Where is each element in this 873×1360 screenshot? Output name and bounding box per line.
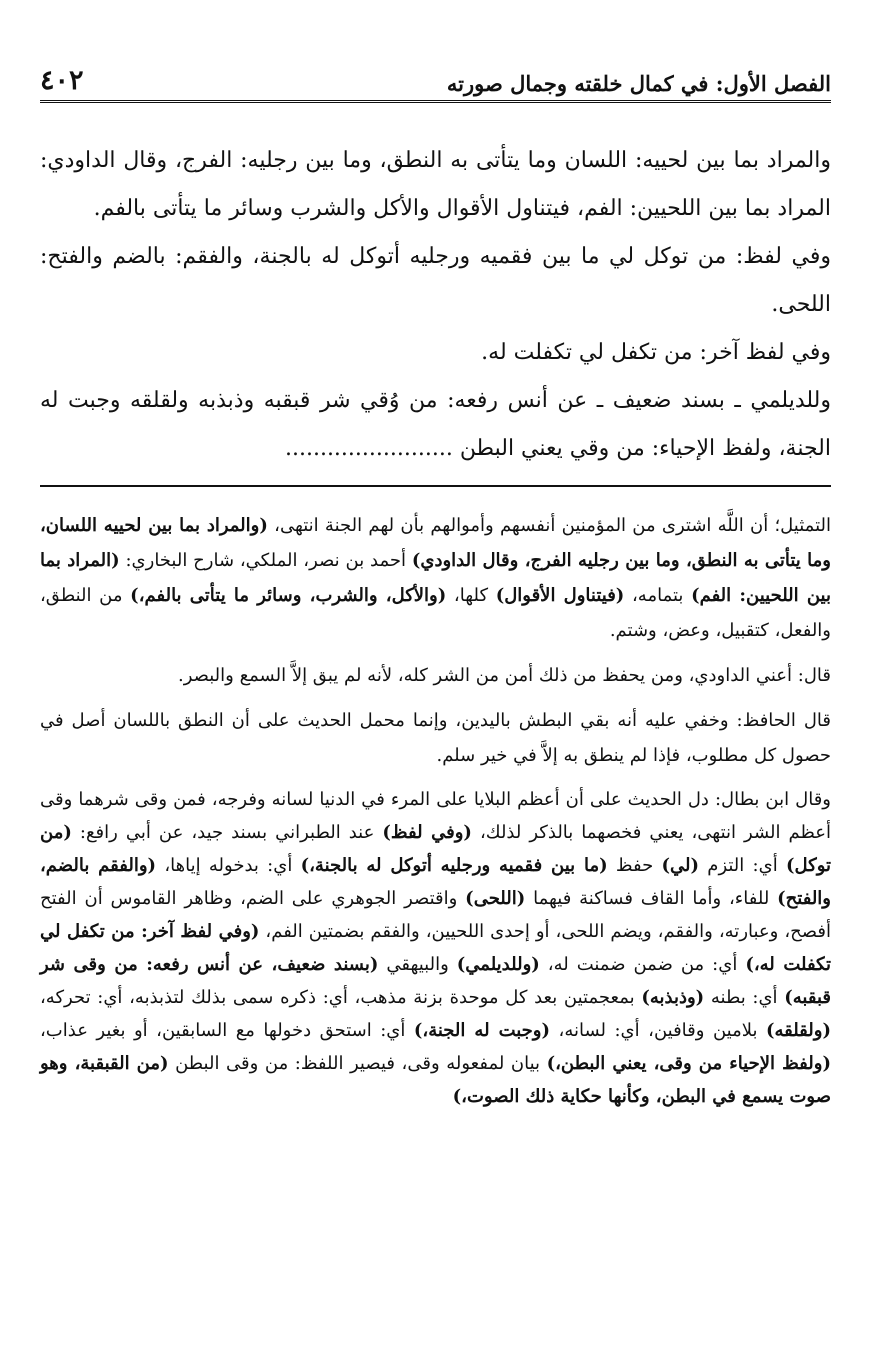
chapter-title: الفصل الأول: في كمال خلقته وجمال صورته xyxy=(446,71,831,96)
commentary-text: أي: التزم xyxy=(699,855,786,876)
quoted-matn: (والفقم بالضم، والفتح) xyxy=(40,855,831,909)
main-paragraph-1: والمراد بما بين لحييه: اللسان وما يتأتى به النطق، وما بين رجليه: الفرج، وقال الداودي: المراد بما بين اللحيين: الفم، فيتناول الأقوال والأكل والشرب وسائر ما يتأتى بالفم. xyxy=(40,148,831,221)
commentary-text: أي: بطنه xyxy=(704,987,785,1008)
commentary-text: والبيهقي xyxy=(378,954,457,975)
commentary-text: للفاء، وأما القاف فساكنة فيهما xyxy=(525,888,778,909)
commentary-text: بمعجمتين بعد كل موحدة بزنة مذهب، أي: ذكره سمى بذلك لتذبذبه، أي: تحركه، xyxy=(40,987,642,1008)
commentary-paragraph-3: قال الحافظ: وخفي عليه أنه بقي البطش باليدين، وإنما محمل الحديث على أن النطق باللسان أصل في حصول كل مطلوب، فإذا لم ينطق به إلاَّ في خير سلم. xyxy=(40,710,831,766)
main-text xyxy=(40,137,831,473)
commentary-paragraph-2: قال: أعني الداودي، ومن يحفظ من ذلك أمن من الشر كله، لأنه لم يبق إلاَّ السمع والبصر. xyxy=(177,665,831,686)
main-paragraph-2: وفي لفظ: من توكل لي ما بين فقميه ورجليه أتوكل له بالجنة، والفقم: بالضم والفتح: اللحى. xyxy=(40,244,831,317)
commentary-text: عند الطبراني بسند جيد، عن أبي رافع: xyxy=(71,822,383,843)
commentary-text: بتمامه، xyxy=(624,585,692,606)
quoted-matn: (والمراد بما بين لحييه اللسان، وما يتأتى به النطق، وما بين رجليه الفرج، وقال الداودي) xyxy=(40,515,831,571)
commentary-text: وقال ابن بطال: دل الحديث على أن أعظم البلايا على المرء في الدنيا لسانه وفرجه، فمن وقى شرهما وقى أعظم الشر انتهى، يعني فخصهما بالذكر لذلك، xyxy=(40,789,832,843)
quoted-matn: (ولفظ الإحياء من وقى، يعني البطن،) xyxy=(546,1053,831,1074)
commentary-text: أي: من ضمن ضمنت له، xyxy=(539,954,746,975)
commentary-text: أي: استحق دخولها مع السابقين، أو بغير عذاب، xyxy=(40,1020,414,1041)
main-paragraph-4: وللديلمي ـ بسند ضعيف ـ عن أنس رفعه: من وُقي شر قبقبه وذبذبه ولقلقه وجبت له الجنة، ولفظ الإحياء: من وقي يعني البطن ........................ xyxy=(40,388,831,461)
commentary-text: من النطق، والفعل، كتقبيل، وعض، وشتم. xyxy=(40,585,831,641)
page-number: ٤٠٢ xyxy=(40,65,84,96)
commentary-text: بيان لمفعوله وقى، فيصير اللفظ: من وقى البطن xyxy=(168,1053,547,1074)
quoted-matn: (اللحى) xyxy=(465,888,526,909)
quoted-matn: (ولقلقه) xyxy=(765,1020,831,1041)
commentary-text: كلها، xyxy=(446,585,496,606)
page-header xyxy=(40,54,831,103)
quoted-matn: (فيتناول الأقوال) xyxy=(495,585,625,606)
quoted-matn: (وفي لفظ آخر: من تكفل لي تكفلت له،) xyxy=(40,921,832,975)
quoted-matn: (وجبت له الجنة،) xyxy=(413,1020,551,1041)
quoted-matn: (بسند ضعيف، عن أنس رفعه: من وقى شر قبقبه) xyxy=(40,954,831,1008)
quoted-matn: (وفي لفظ) xyxy=(382,822,472,843)
quoted-matn: (وذبذبه) xyxy=(641,987,705,1008)
quoted-matn: (من القبقبة، وهو صوت يسمع في البطن، وكأنها حكاية ذلك الصوت،) xyxy=(40,1053,831,1107)
commentary-text: التمثيل؛ أن اللَّه اشترى من المؤمنين أنفسهم وأموالهم بأن لهم الجنة انتهى، xyxy=(267,515,831,536)
commentary xyxy=(40,508,831,1113)
commentary-paragraph-4 xyxy=(40,783,831,1113)
quoted-matn: (والأكل، والشرب، وسائر ما يتأتى بالفم،) xyxy=(130,585,447,606)
quoted-matn: (المراد بما بين اللحيين: الفم) xyxy=(40,550,831,606)
commentary-paragraph-1 xyxy=(40,508,831,648)
main-paragraph-3: وفي لفظ آخر: من تكفل لي تكفلت له. xyxy=(481,340,831,365)
quoted-matn: (لي) xyxy=(661,855,700,876)
commentary-text: أي: بدخوله إياها، xyxy=(156,855,301,876)
commentary-text: بلامين وقافين، أي: لسانه، xyxy=(550,1020,766,1041)
footnote-divider xyxy=(40,485,831,487)
quoted-matn: (من توكل) xyxy=(40,822,832,876)
commentary-text: واقتصر الجوهري على الضم، وظاهر القاموس أن الفتح أفصح، وعبارته، والفقم، ويضم اللحى، أو إحدى اللحيين، والفقم بضمتين الفم، xyxy=(40,888,831,942)
commentary-text: أحمد بن نصر، الملكي، شارح البخاري: xyxy=(119,550,412,571)
commentary-text: حفظ xyxy=(607,855,662,876)
quoted-matn: (ما بين فقميه ورجليه أتوكل له بالجنة،) xyxy=(300,855,608,876)
quoted-matn: (وللديلمي) xyxy=(456,954,540,975)
